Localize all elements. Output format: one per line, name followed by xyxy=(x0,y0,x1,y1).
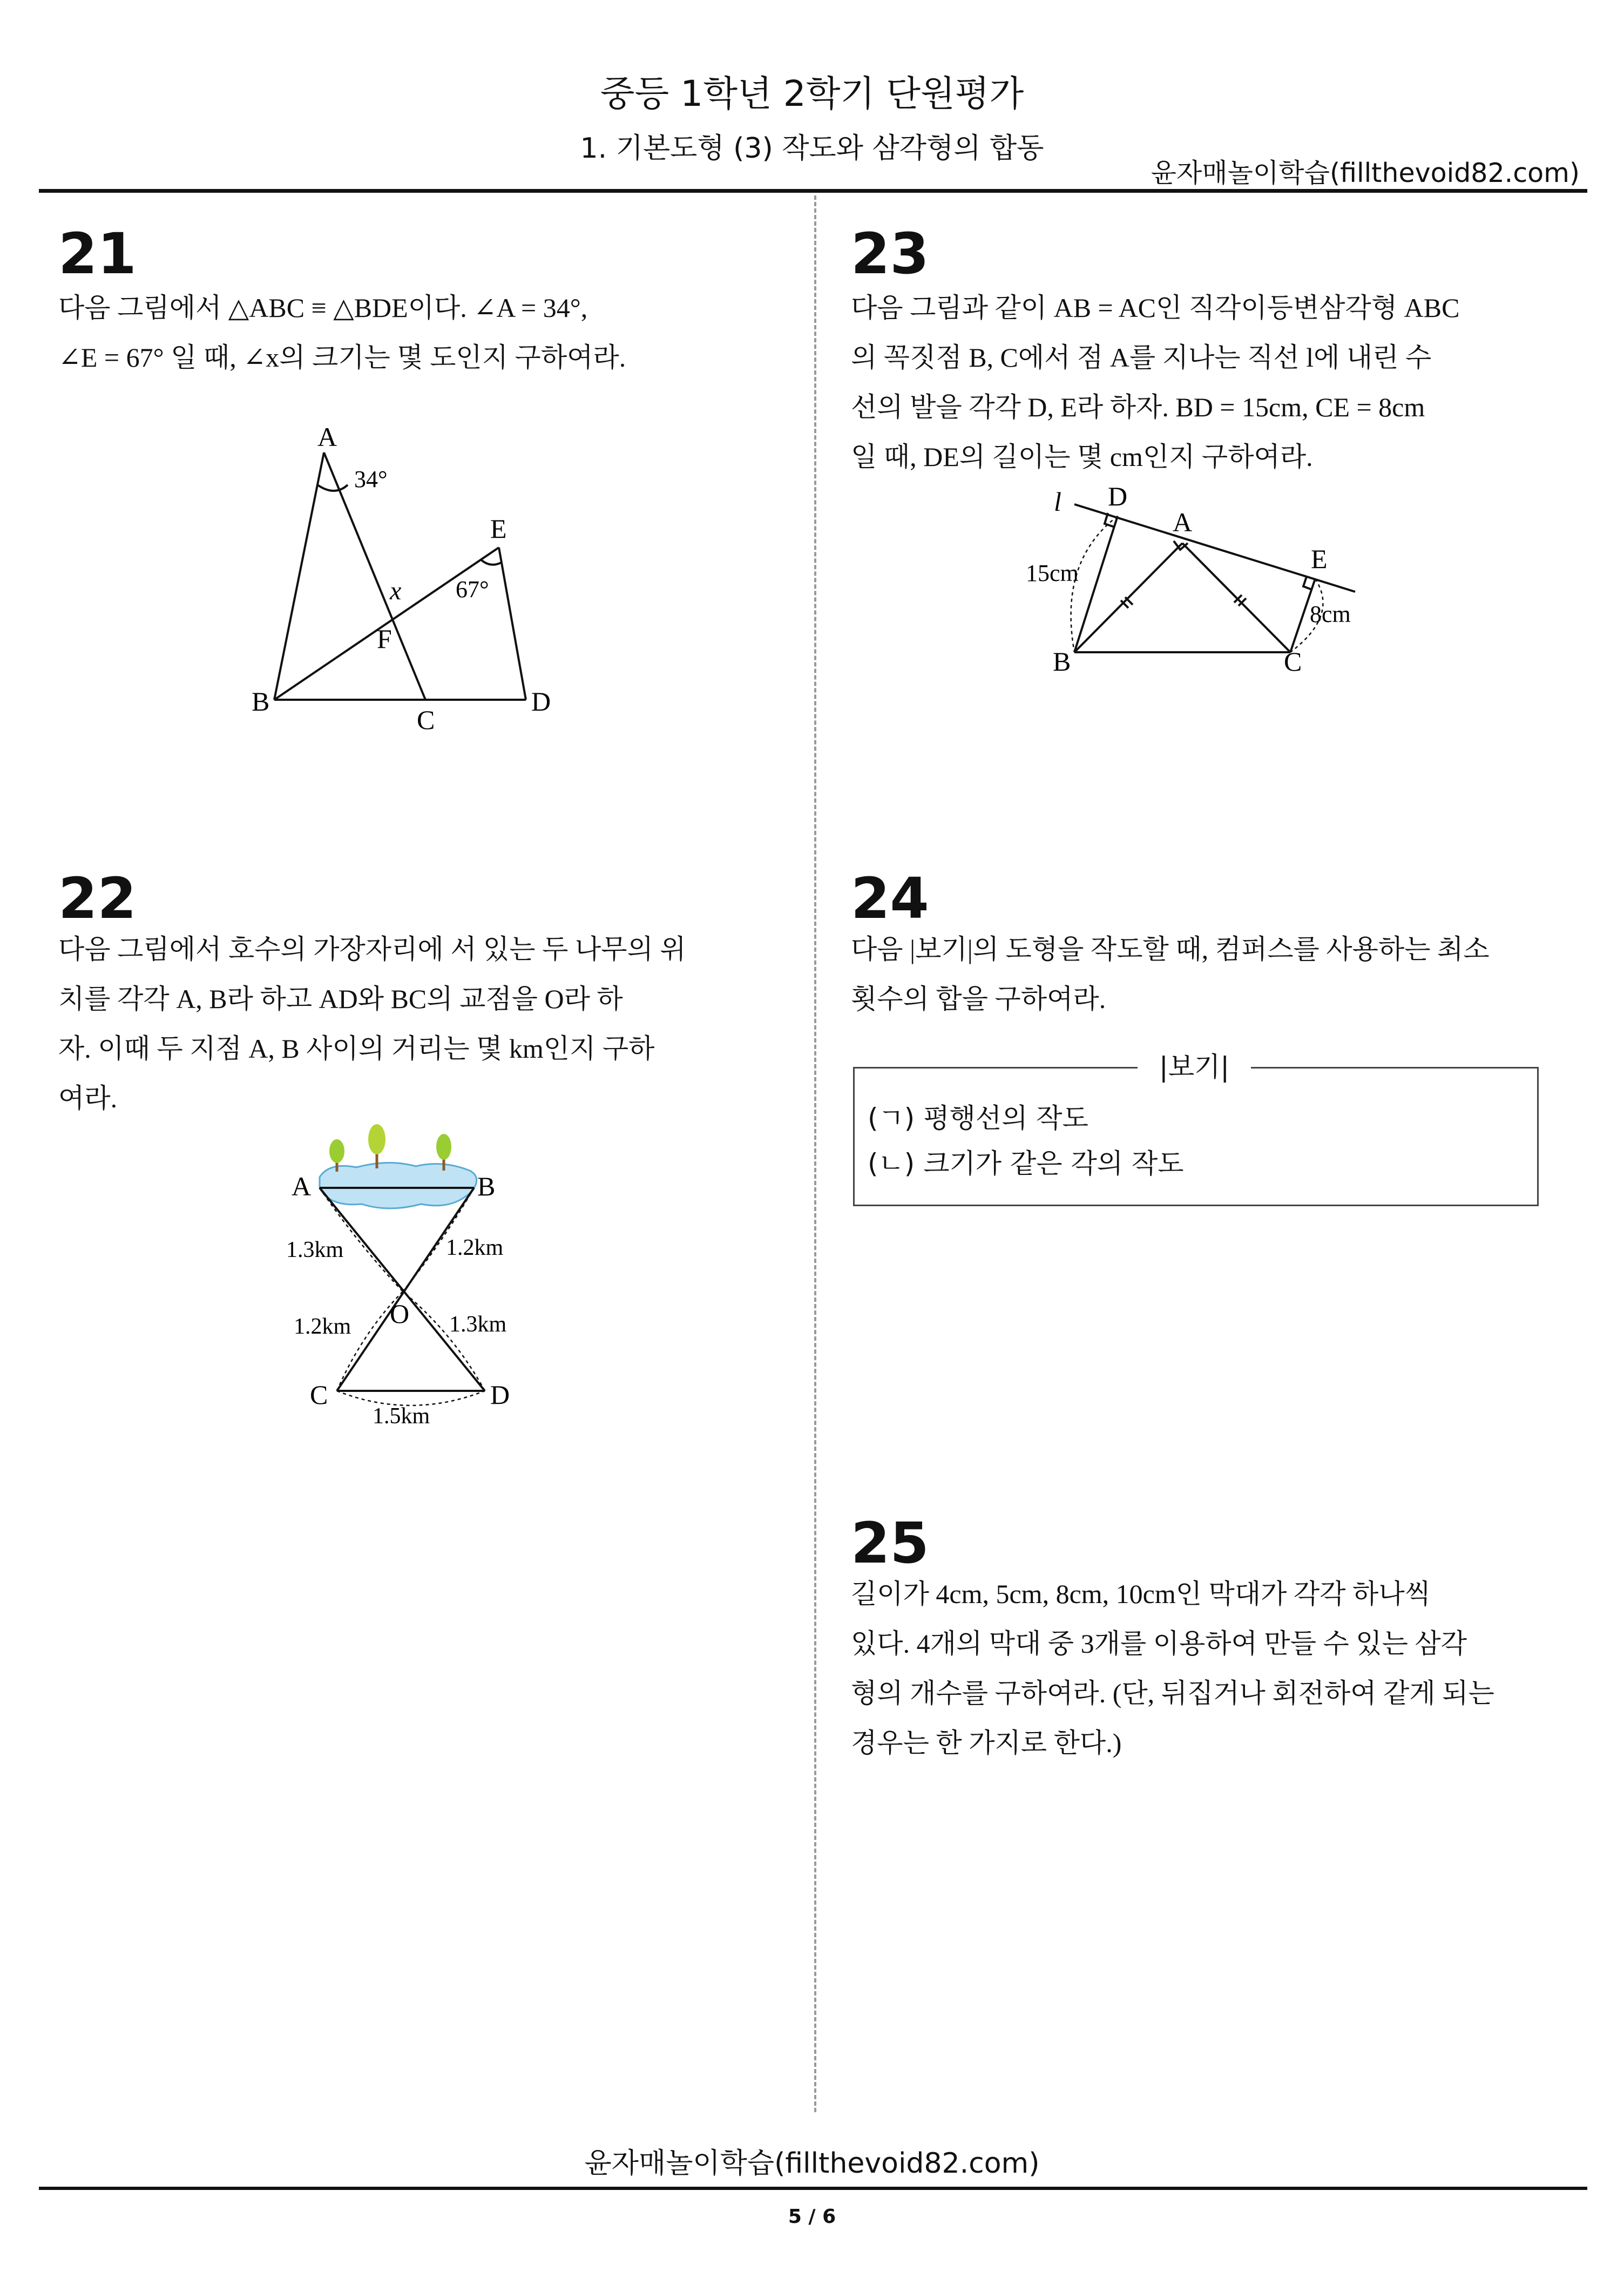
q21-line: 다음 그림에서 △ABC ≡ △BDE이다. ∠A = 34°, xyxy=(58,293,588,323)
q22-line: 자. 이때 두 지점 A, B 사이의 거리는 몇 km인지 구하 xyxy=(58,1033,655,1064)
q24-bogi-item: (ㄱ) 평행선의 작도 xyxy=(868,1103,1088,1134)
q24-bogi-title xyxy=(853,1050,1535,1084)
q24-line: 횟수의 합을 구하여라. xyxy=(851,984,1106,1014)
page-number: 5 / 6 xyxy=(788,2206,836,2228)
q21-angle-e-arc xyxy=(481,559,501,565)
q21-label: B xyxy=(252,686,270,716)
q25-line: 있다. 4개의 막대 중 3개를 이용하여 만들 수 있는 삼각 xyxy=(851,1628,1467,1659)
q23-label: A xyxy=(1173,507,1193,537)
q25-line: 길이가 4cm, 5cm, 8cm, 10cm인 막대가 각각 하나씩 xyxy=(851,1579,1431,1609)
q23-number: 23 xyxy=(851,221,929,287)
q21-label: A xyxy=(317,422,337,452)
q23-length-label: 8cm xyxy=(1310,601,1351,627)
q22-line: 치를 각각 A, B라 하고 AD와 BC의 교점을 O라 하 xyxy=(58,984,623,1014)
column-divider xyxy=(814,195,816,2112)
q22-line: 여라. xyxy=(58,1083,118,1113)
q23-label: D xyxy=(1108,481,1128,511)
q22-text xyxy=(58,924,749,1123)
q22-segment-ad xyxy=(320,1188,485,1391)
q22-label: C xyxy=(310,1380,328,1410)
q24-bogi-item: (ㄴ) 크기가 같은 각의 작도 xyxy=(868,1148,1184,1179)
q25-text xyxy=(851,1569,1542,1768)
q23-segment-ac xyxy=(1182,543,1290,652)
q21-label: x xyxy=(390,577,402,605)
lake-shape xyxy=(320,1162,477,1208)
q23-label: B xyxy=(1053,646,1071,677)
q22-label: B xyxy=(477,1171,496,1201)
q21-line: ∠E = 67° 일 때, ∠x의 크기는 몇 도인지 구하여라. xyxy=(58,342,626,373)
q22-dim-arc xyxy=(337,1391,485,1405)
q23-length-label: 15cm xyxy=(1026,560,1079,586)
q21-label: D xyxy=(531,686,551,716)
q21-label: E xyxy=(490,513,507,544)
q21-figure xyxy=(232,421,578,745)
q24-line: 다음 |보기|의 도형을 작도할 때, 컴퍼스를 사용하는 최소 xyxy=(851,934,1490,964)
q23-label: E xyxy=(1311,544,1328,574)
page-title: 중등 1학년 2학기 단원평가 xyxy=(600,73,1024,114)
q21-label: F xyxy=(377,624,392,654)
q23-line: 선의 발을 각각 D, E라 하자. BD = 15cm, CE = 8cm xyxy=(851,392,1425,422)
q21-text xyxy=(58,283,749,382)
q22-length-label: 1.2km xyxy=(446,1235,504,1260)
q22-line: 다음 그림에서 호수의 가장자리에 서 있는 두 나무의 위 xyxy=(58,934,686,964)
q21-label: C xyxy=(417,705,435,735)
q24-number: 24 xyxy=(851,866,929,931)
page-subtitle: 1. 기본도형 (3) 작도와 삼각형의 합동 xyxy=(580,132,1044,165)
q23-figure xyxy=(1015,481,1393,686)
q22-length-label: 1.3km xyxy=(449,1312,507,1337)
q21-side-ed xyxy=(499,547,526,700)
q22-segment-bc xyxy=(337,1188,474,1391)
q24-bogi-title-text: |보기| xyxy=(1138,1051,1251,1083)
q21-angle-a-arc xyxy=(317,485,348,491)
header-brand: 윤자매놀이학습(fillthevoid82.com) xyxy=(1151,158,1580,188)
footer-brand: 윤자매놀이학습(fillthevoid82.com) xyxy=(584,2147,1040,2180)
q23-label: C xyxy=(1284,646,1302,677)
q21-angle-label: 34° xyxy=(354,466,388,492)
q21-angle-label: 67° xyxy=(456,576,489,603)
q23-line: 의 꼭짓점 B, C에서 점 A를 지나는 직선 l에 내린 수 xyxy=(851,342,1432,373)
footer-rule xyxy=(39,2187,1587,2190)
q23-line: 다음 그림과 같이 AB = AC인 직각이등변삼각형 ABC xyxy=(851,293,1460,323)
q22-label: O xyxy=(390,1299,410,1329)
tree-icon xyxy=(368,1124,385,1168)
q22-length-label: 1.5km xyxy=(373,1404,430,1429)
q22-number: 22 xyxy=(58,866,137,931)
q24-bogi-box xyxy=(853,1067,1539,1206)
q22-label: A xyxy=(292,1171,312,1201)
q23-label: l xyxy=(1054,486,1061,517)
q25-line: 경우는 한 가지로 한다.) xyxy=(851,1728,1122,1758)
q22-length-label: 1.2km xyxy=(294,1314,351,1339)
q24-text xyxy=(851,924,1542,1024)
q23-text xyxy=(851,283,1542,482)
header-rule xyxy=(39,189,1587,193)
q25-line: 형의 개수를 구하여라. (단, 뒤집거나 회전하여 같게 되는 xyxy=(851,1678,1494,1708)
q23-line: 일 때, DE의 길이는 몇 cm인지 구하여라. xyxy=(851,442,1313,472)
q22-label: D xyxy=(490,1380,510,1410)
q22-length-label: 1.3km xyxy=(286,1238,344,1262)
q21-number: 21 xyxy=(58,221,137,287)
q21-side-ab xyxy=(274,452,324,700)
q25-number: 25 xyxy=(851,1510,929,1576)
q22-figure xyxy=(281,1118,551,1442)
